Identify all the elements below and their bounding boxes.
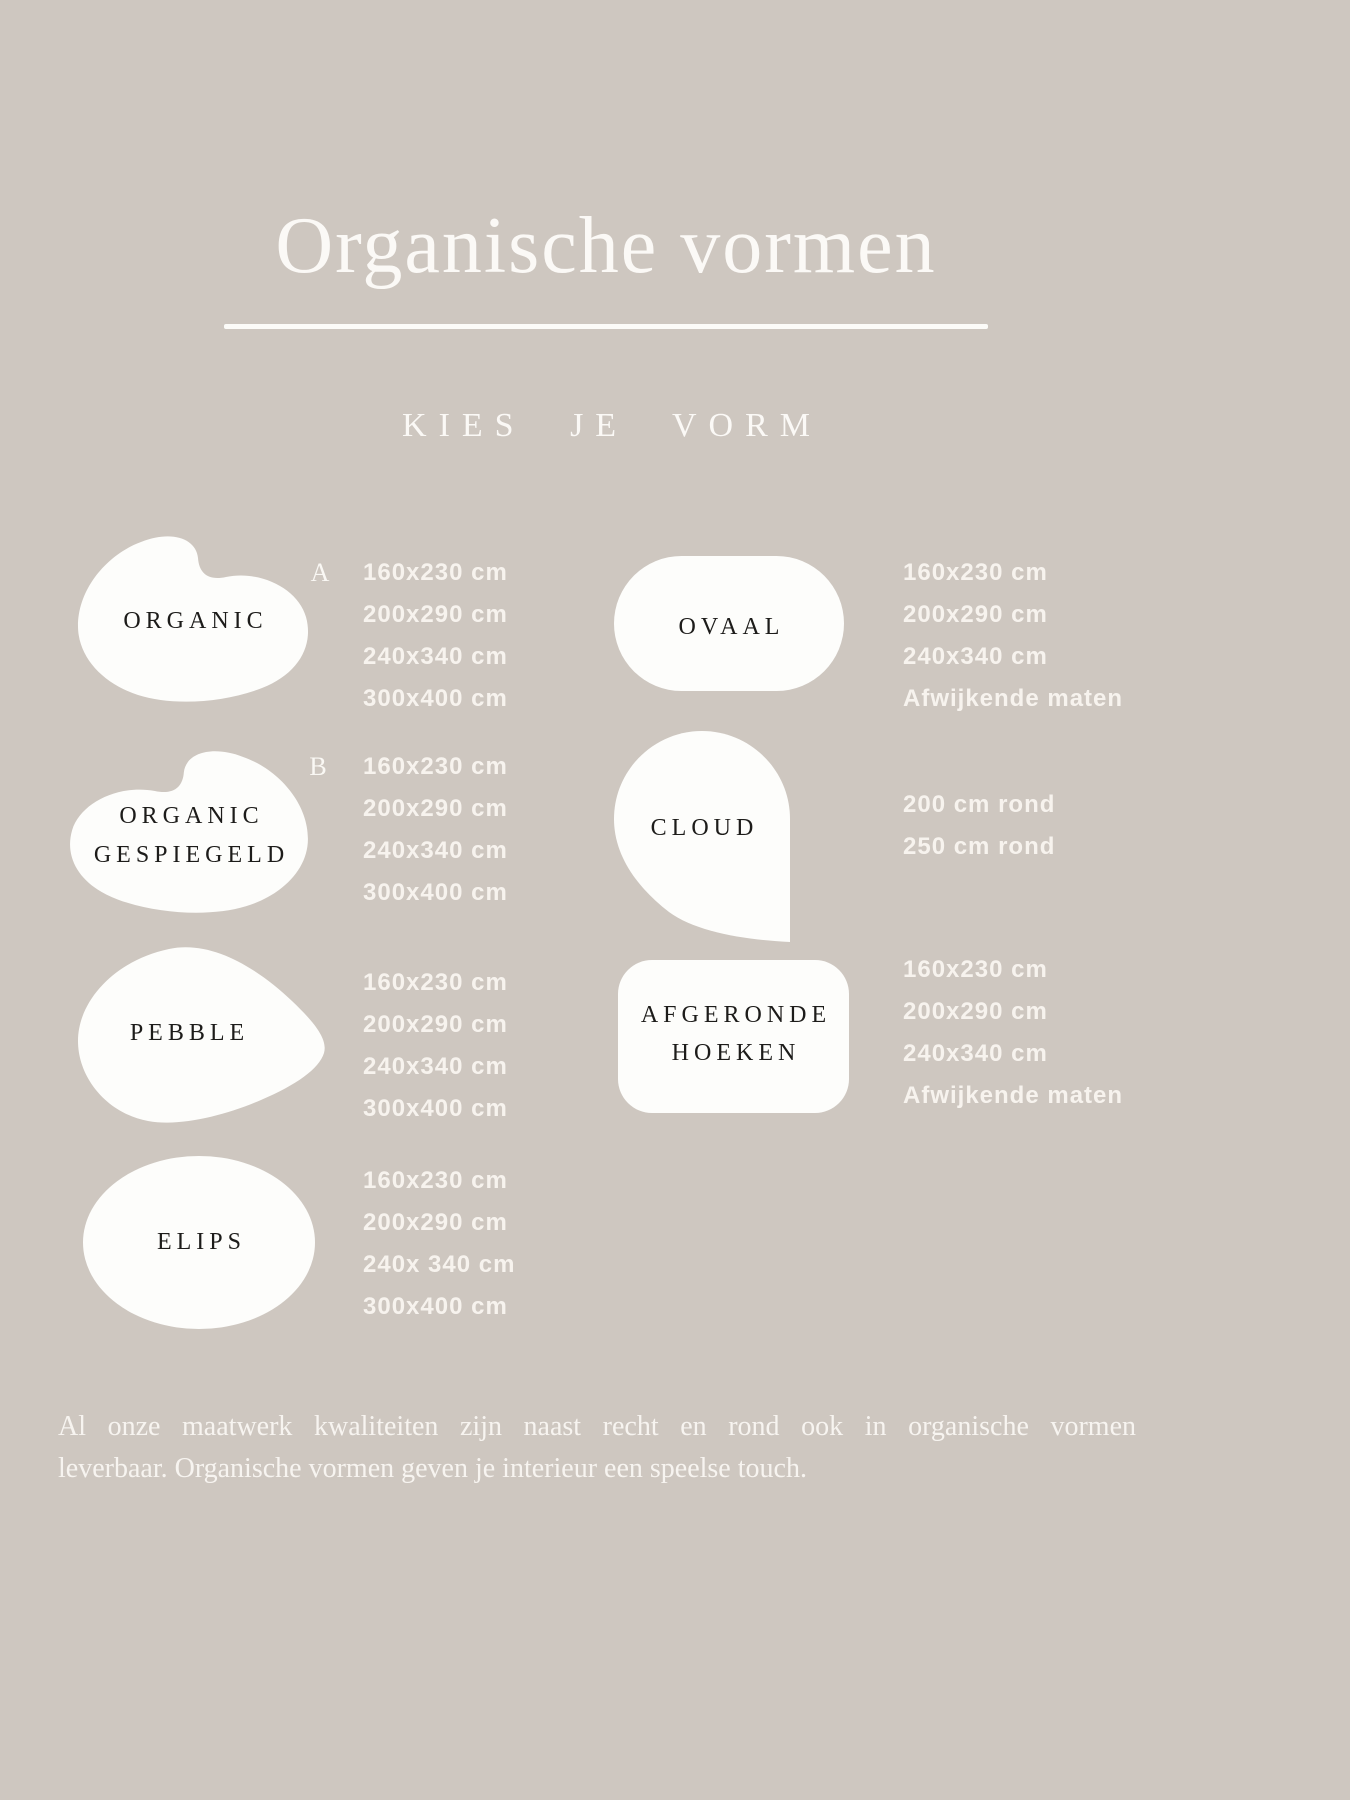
size-list-cloud <box>903 784 1055 868</box>
size-list-organic <box>363 552 508 720</box>
size-option: 300x400 cm <box>363 1095 508 1122</box>
shape-label-afgeronde-hoeken <box>618 996 849 1072</box>
size-option: 240x340 cm <box>363 837 508 864</box>
size-option: 240x340 cm <box>363 643 508 670</box>
title-divider <box>224 324 988 329</box>
footer-line-2: leverbaar. Organische vormen geven je interieur een speelse touch. <box>58 1453 807 1484</box>
marker-a: A <box>310 558 330 587</box>
size-list-afgeronde-hoeken <box>903 949 1123 1117</box>
size-option: 160x230 cm <box>903 956 1048 983</box>
page-title: Organische vormen <box>275 202 937 290</box>
size-option: 200x290 cm <box>363 1011 508 1038</box>
shape-label-pebble: PEBBLE <box>129 1020 250 1046</box>
shape-label-line: HOEKEN <box>671 1040 801 1066</box>
size-option: 240x340 cm <box>903 643 1048 670</box>
size-list-organic-gespiegeld <box>363 746 508 914</box>
shape-label-ovaal: OVAAL <box>678 614 785 640</box>
size-option: 160x230 cm <box>363 559 508 586</box>
size-option: 160x230 cm <box>363 1167 508 1194</box>
size-option: Afwijkende maten <box>903 685 1124 712</box>
size-option: 200x290 cm <box>903 998 1048 1025</box>
size-option: 160x230 cm <box>363 753 508 780</box>
size-option: 250 cm rond <box>903 833 1056 860</box>
footer-line-1: Al onze maatwerk kwaliteiten zijn naast recht en rond ook in organische vormen <box>58 1411 1136 1442</box>
subtitle: KIES JE VORM <box>402 407 822 444</box>
size-list-ovaal <box>903 552 1123 720</box>
size-option: 160x230 cm <box>363 969 508 996</box>
shape-label-line: AFGERONDE <box>640 1002 832 1028</box>
shape-label-organic: ORGANIC <box>123 608 268 634</box>
size-option: 200 cm rond <box>903 791 1056 818</box>
shape-label-elips: ELIPS <box>156 1229 246 1255</box>
size-option: 240x340 cm <box>903 1040 1048 1067</box>
size-option: 200x290 cm <box>363 795 508 822</box>
size-option: 300x400 cm <box>363 1293 508 1320</box>
size-list-pebble <box>363 962 508 1130</box>
size-option: 240x340 cm <box>363 1053 508 1080</box>
size-option: Afwijkende maten <box>903 1082 1124 1109</box>
size-option: 200x290 cm <box>903 601 1048 628</box>
footer-paragraph <box>58 1406 1136 1490</box>
size-option: 200x290 cm <box>363 1209 508 1236</box>
size-option: 240x 340 cm <box>363 1251 516 1278</box>
size-list-elips <box>363 1160 515 1328</box>
marker-b: B <box>309 752 327 781</box>
shape-label-line: GESPIEGELD <box>93 842 290 868</box>
size-option: 200x290 cm <box>363 601 508 628</box>
shape-label-cloud: CLOUD <box>650 815 759 841</box>
shape-label-organic-gespiegeld <box>68 797 310 875</box>
shape-label-line: ORGANIC <box>119 803 264 829</box>
size-option: 300x400 cm <box>363 879 508 906</box>
size-option: 160x230 cm <box>903 559 1048 586</box>
size-option: 300x400 cm <box>363 685 508 712</box>
